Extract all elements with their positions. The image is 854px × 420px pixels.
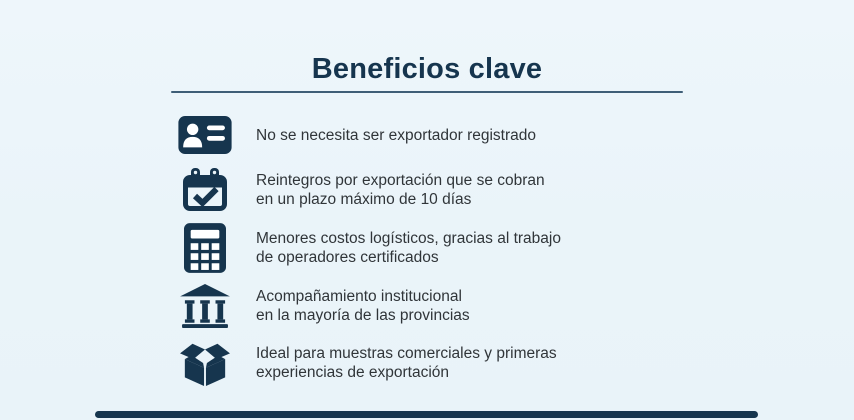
calculator-icon [178, 223, 232, 273]
benefit-item [178, 339, 738, 387]
benefit-text [256, 229, 561, 267]
benefits-list [178, 113, 738, 387]
page-title: Beneficios clave [311, 53, 543, 85]
bottom-bar [95, 411, 758, 418]
benefit-text [256, 287, 470, 325]
title-divider [171, 91, 683, 93]
benefit-text [256, 344, 557, 382]
benefit-text-line: en un plazo máximo de 10 días [256, 191, 472, 208]
benefit-text [256, 126, 536, 145]
benefit-text-line: Ideal para muestras comerciales y primeras [256, 345, 557, 362]
benefit-text-line: en la mayoría de las provincias [256, 307, 470, 324]
benefit-text-line: experiencias de exportación [256, 364, 450, 381]
benefit-item [178, 168, 738, 212]
benefit-text-line: de operadores certificados [256, 249, 439, 266]
benefit-text [256, 171, 545, 209]
benefit-text-line: Acompañamiento institucional [256, 288, 462, 305]
calendar-check-icon [178, 168, 232, 212]
benefit-item [178, 223, 738, 273]
benefit-item [178, 113, 738, 157]
benefit-item [178, 284, 738, 328]
open-box-icon [178, 339, 232, 387]
benefit-text-line: Reintegros por exportación que se cobran [256, 172, 545, 189]
benefit-text-line: Menores costos logísticos, gracias al trabajo [256, 230, 561, 247]
id-card-icon [178, 116, 232, 154]
bank-icon [178, 284, 232, 328]
benefit-text-line: No se necesita ser exportador registrado [256, 126, 537, 144]
